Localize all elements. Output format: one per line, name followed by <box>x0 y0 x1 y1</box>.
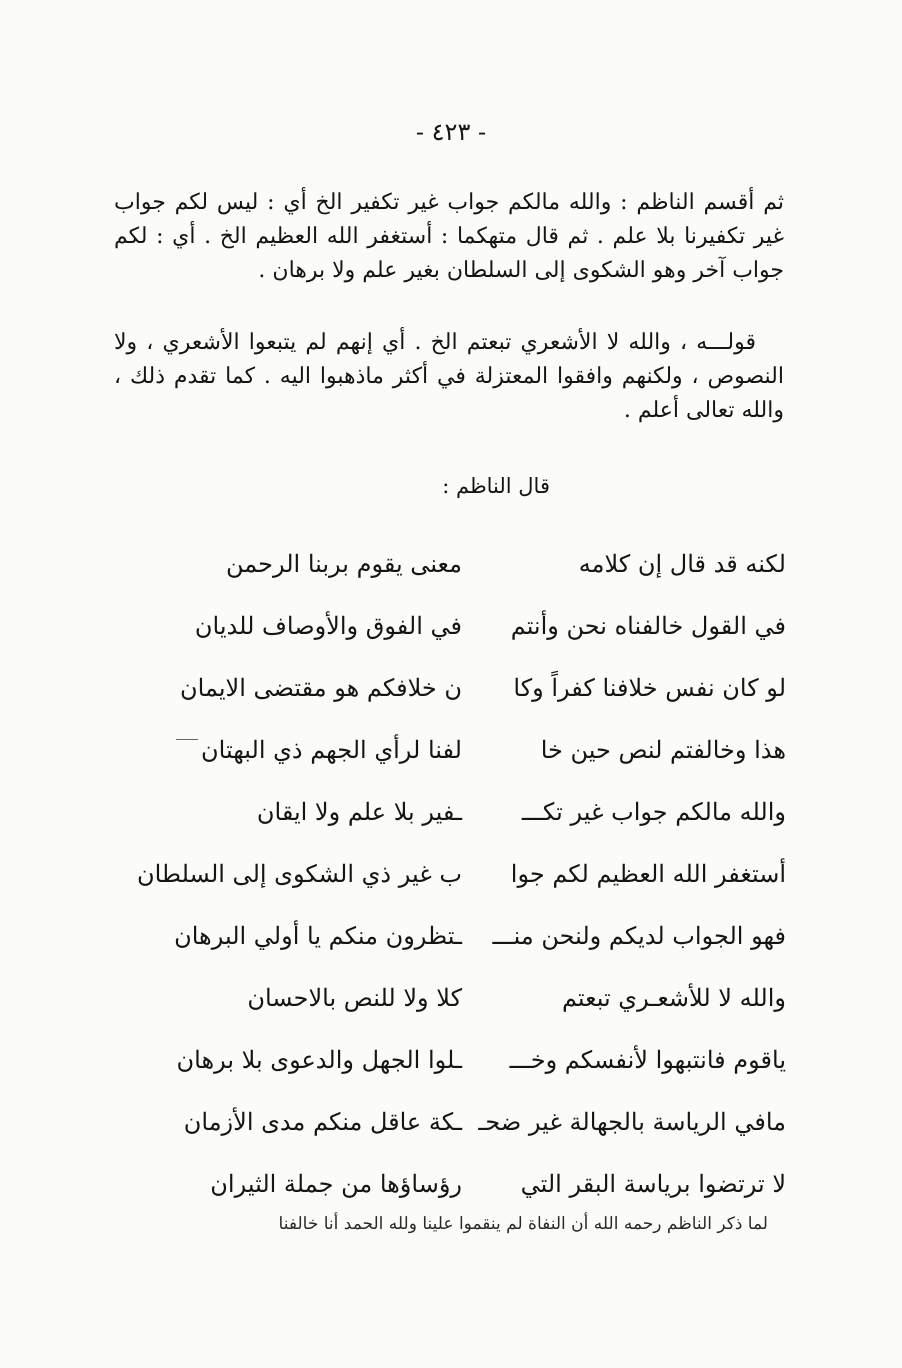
verse-first-hemistich: هذا وخالفتم لنص حين خا <box>540 736 786 764</box>
verse-second-hemistich: ن خلافكم هو مقتضى الايمان <box>180 674 462 702</box>
verse-5 <box>0 786 902 838</box>
poet-heading: قال الناظم : <box>442 474 550 498</box>
verse-11 <box>0 1158 902 1210</box>
verse-first-hemistich: ياقوم فانتبهوا لأنفسكم وخـــ <box>509 1046 786 1074</box>
verse-second-hemistich: معنى يقوم بربنا الرحمن <box>225 550 462 578</box>
verse-first-hemistich: والله لا للأشعـري تبعتم <box>561 984 786 1012</box>
verse-second-hemistich: ـتظرون منكم يا أولي البرهان <box>174 922 462 950</box>
verse-second-hemistich: ـفير بلا علم ولا ايقان <box>256 798 462 826</box>
verse-first-hemistich: أستغفر الله العظيم لكم جوا <box>510 860 786 888</box>
verse-second-hemistich: ب غير ذي الشكوى إلى السلطان <box>136 860 462 888</box>
commentary-text: قولـــه ، والله لا الأشعري تبعتم الخ . أي إنهم لم يتبعوا الأشعري ، ولا النصوص ، ولكنهم وافقوا المعتزلة في أكثر ماذهبوا اليه . كما تقدم ذلك ، والله تعالى أعلم . <box>114 330 784 423</box>
verse-9 <box>0 1034 902 1086</box>
verse-3 <box>0 662 902 714</box>
verse-first-hemistich: لكنه قد قال إن كلامه <box>578 550 786 578</box>
verse-first-hemistich: والله مالكم جواب غير تكـــ <box>521 798 786 826</box>
verse-6 <box>0 848 902 900</box>
commentary-paragraph-2 <box>114 326 784 428</box>
commentary-text: ثم أقسم الناظم : والله مالكم جواب غير تكفير الخ أي : ليس لكم جواب غير تكفيرنا بلا علم . ثم قال متهكما : أستغفر الله العظيم الخ . أي : لكم جواب آخر وهو الشكوى إلى السلطان بغير علم ولا برهان . <box>114 190 784 283</box>
margin-dash <box>176 739 198 740</box>
verse-second-hemistich: رؤساؤها من جملة الثيران <box>210 1170 462 1198</box>
verse-first-hemistich: لا ترتضوا برياسة البقر التي <box>520 1170 786 1198</box>
verse-1 <box>0 538 902 590</box>
verse-first-hemistich: مافي الرياسة بالجهالة غير ضحـ <box>478 1108 786 1136</box>
verse-8 <box>0 972 902 1024</box>
verse-10 <box>0 1096 902 1148</box>
page-number: - ٤٢٣ - <box>415 118 487 146</box>
verse-second-hemistich: ـلوا الجهل والدعوى بلا برهان <box>176 1046 462 1074</box>
footnote: لما ذكر الناظم رحمه الله أن النفاة لم ينقموا علينا ولله الحمد أنا خالفنا <box>278 1214 768 1234</box>
verse-first-hemistich: فهو الجواب لديكم ولنحن منـــ <box>492 922 786 950</box>
verse-first-hemistich: في القول خالفناه نحن وأنتم <box>510 612 786 640</box>
commentary-paragraph-1 <box>114 186 784 288</box>
verse-second-hemistich: ـكة عاقل منكم مدى الأزمان <box>183 1108 462 1136</box>
verse-second-hemistich: في الفوق والأوصاف للديان <box>194 612 462 640</box>
verse-4 <box>0 724 902 776</box>
verse-second-hemistich: لفنا لرأي الجهم ذي البهتان <box>201 736 462 764</box>
verse-first-hemistich: لو كان نفس خلافنا كفراً وكا <box>513 674 786 702</box>
verse-7 <box>0 910 902 962</box>
verse-second-hemistich: كلا ولا للنص بالاحسان <box>247 984 462 1012</box>
verse-2 <box>0 600 902 652</box>
